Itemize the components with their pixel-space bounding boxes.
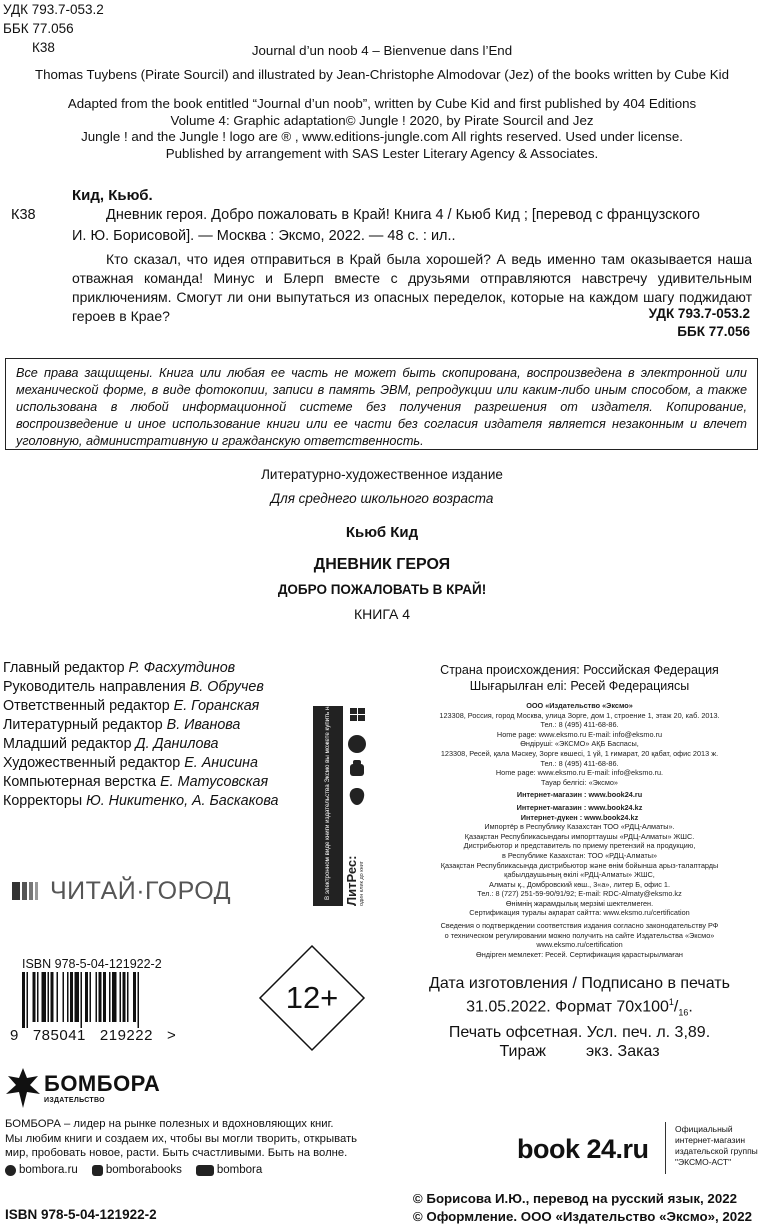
age-rating-badge <box>257 943 367 1053</box>
staff-role: Младший редактор <box>3 736 132 752</box>
staff-name: Ю. Никитенко, А. Баскакова <box>86 793 279 809</box>
messenger-icon <box>196 1165 214 1176</box>
litres-vertical-text: В электронном виде книги издательства Эксмо вы можете купить на www.litres.ru <box>324 666 331 900</box>
staff-row <box>3 773 278 792</box>
bombora-description <box>5 1117 357 1161</box>
barcode-bar <box>51 972 54 1022</box>
publisher-line: Өндіруші: «ЭКСМО» АҚБ Баспасы, <box>520 739 639 749</box>
publisher-line: www.eksmo.ru/certification <box>536 940 623 950</box>
publisher-line: ООО «Издательство «Эксмо» <box>526 701 633 710</box>
publisher-line: Алматы қ., Домбровский көш., 3«а», литер Б, офис 1. <box>488 879 670 889</box>
edition-subtitle: ДОБРО ПОЖАЛОВАТЬ В КРАЙ! <box>277 582 487 597</box>
staff-row <box>3 716 278 735</box>
litres-logo-block <box>344 706 374 906</box>
catalog-codes <box>649 305 750 341</box>
catalog-udk: УДК 793.7-053.2 <box>648 306 750 321</box>
publisher-line: Интернет-магазин : www.book24.ru <box>516 790 643 800</box>
original-line: Adapted from the book entitled “Journal d’un noob”, written by Cube Kid and first published by 404 Editions <box>67 96 697 111</box>
publisher-line: Өнімнің жарамдылық мерзімі шектелмеген. <box>505 898 654 908</box>
publisher-line: Тел.: 8 (495) 411-68-86. <box>540 720 619 730</box>
staff-role: Компьютерная верстка <box>3 774 157 790</box>
rights-notice: Все права защищены. Книга или любая ее часть не может быть скопирована, воспроизведена в электронной или механической форме, в виде фотокопии, записи в память ЭВМ, репродукции или каким-либо иным способом, а также использована в любой информационной системе без получения разрешения от издателя. Копирование, воспроизведение и иное использование книги или ее части без согласия издателя является незаконным и влечет уголовную, административную и гражданскую ответственность. <box>5 358 758 450</box>
publisher-line: қабылдаушының өкілі «РДЦ-Алматы» ЖШС, <box>504 870 655 880</box>
publisher-line: Сведения о подтверждении соответствия издания согласно законодательству РФ <box>440 921 719 931</box>
barcode-digits: 9 785041 219222 > <box>10 1027 177 1044</box>
staff-row <box>3 754 278 773</box>
bombora-sub: ИЗДАТЕЛЬСТВО <box>44 1096 105 1104</box>
edition-age: Для среднего школьного возраста <box>270 491 494 506</box>
book24-info: Официальный интернет-магазин издательской группы "ЭКСМО-АСТ" <box>675 1124 758 1167</box>
catalog-description-2: И. Ю. Борисовой]. — Москва : Эксмо, 2022. — 48 с. : ил.. <box>72 228 456 244</box>
publisher-line: в Республике Казахстан: ТОО «РДЦ-Алматы» <box>501 850 658 860</box>
bombora-desc-line: мир, пробовать новое, расти. Быть счастливыми. Быть на волне. <box>5 1147 348 1159</box>
staff-name: Е. Анисина <box>184 755 258 771</box>
barcode-bar <box>67 972 69 1022</box>
windows-icon-b <box>358 708 365 714</box>
barcode-bar <box>85 972 88 1022</box>
litres-banner <box>313 666 343 906</box>
publisher-line: Тел.: 8 (727) 251-59-90/91/92; E-mail: RDC-Almaty@eksmo.kz <box>477 889 682 899</box>
vk-icon <box>92 1165 103 1176</box>
original-line: Volume 4: Graphic adaptation© Jungle ! 2020, by Pirate Sourcil and Jez <box>170 112 594 128</box>
publisher-line: Home page: www.eksmo.ru E-mail: info@eksmo.ru <box>496 729 663 739</box>
barcode <box>22 972 172 1028</box>
publisher-line: Дистрибьютор и представитель по приему претензий на продукцию, <box>463 841 696 851</box>
barcode-bar <box>123 972 126 1022</box>
litres-logo: ЛитРес: <box>344 855 359 906</box>
original-line: Published by arrangement with SAS Lester Literary Agency & Associates. <box>165 145 599 161</box>
bombora-desc-line: Мы любим книги и создаем их, чтобы вы могли творить, открывать <box>5 1132 358 1145</box>
staff-role: Главный редактор <box>3 660 125 676</box>
barcode-bar <box>103 972 106 1022</box>
chitai-gorod-logo <box>12 877 231 905</box>
staff-role: Руководитель направления <box>3 679 186 695</box>
barcode-bar <box>90 972 92 1022</box>
barcode-bar <box>109 972 111 1022</box>
staff-row <box>3 659 278 678</box>
catalog-code: К38 <box>11 207 36 223</box>
chitai-gorod-text: ЧИТАЙ·ГОРОД <box>50 876 232 905</box>
publisher-line: Қазақстан Республикасында дистрибьютор және өнім бойынша арыз-талаптарды <box>440 860 719 870</box>
edition-title: ДНЕВНИК ГЕРОЯ <box>313 556 451 573</box>
publisher-line: Интернет-магазин : www.book24.kz <box>516 802 643 812</box>
staff-name: В. Иванова <box>166 717 241 733</box>
barcode-bar <box>33 972 36 1022</box>
print-line1: Дата изготовления / Подписано в печать <box>429 975 730 992</box>
bombora-site[interactable]: bombora.ru <box>5 1164 78 1176</box>
platform-icons <box>344 706 374 816</box>
original-title: Journal d’un noob 4 – Bienvenue dans l’End <box>251 43 513 58</box>
publisher-line: 123308, Россия, город Москва, улица Зорге, дом 1, строение 1, этаж 20, каб. 2013. <box>439 710 720 720</box>
bombora-logo <box>6 1068 160 1108</box>
catalog-description-1: Дневник героя. Добро пожаловать в Край! Книга 4 / Кьюб Кид ; [перевод с французского <box>106 207 700 223</box>
barcode-bar <box>37 972 39 1022</box>
edition-author: Кьюб Кид <box>345 524 419 541</box>
staff-name: Д. Данилова <box>135 736 219 752</box>
copyright <box>413 1190 752 1226</box>
book24-divider <box>665 1122 666 1174</box>
country-kz: Шығарылған елі: Ресей Федерациясы <box>469 679 690 693</box>
staff-list <box>3 659 278 811</box>
edition-book: КНИГА 4 <box>354 606 410 622</box>
barcode-bar <box>42 972 47 1022</box>
bombora-telegram[interactable]: bombora <box>196 1164 262 1176</box>
litres-tagline: один клик до книг <box>359 861 365 906</box>
catalog-annotation: Кто сказал, что идея отправиться в Край была хорошей? А ведь именно там оказывается наша отважная команда! Минус и Блерп вместе с друзьями отправляются навстречу удивительным приключениям. Смогут ли они выпутаться из опасных переделок, которые на каждом шагу поджидают героев в Крае? <box>72 251 752 324</box>
barcode-isbn: ISBN 978-5-04-121922-2 <box>22 957 162 971</box>
barcode-bar <box>138 972 140 1028</box>
staff-name: Е. Горанская <box>173 698 260 714</box>
staff-name: В. Обручев <box>189 679 264 695</box>
copyright-line: © Оформление. ООО «Издательство «Эксмо», 2022 <box>412 1209 752 1224</box>
country-ru: Страна происхождения: Российская Федерация <box>440 663 719 677</box>
barcode-bar <box>96 972 98 1022</box>
publisher-line: о техническом регулировании можно получить на сайте Издательства «Эксмо» <box>444 930 715 940</box>
windows-icon-d <box>358 715 365 721</box>
staff-row <box>3 792 278 811</box>
staff-role: Художественный редактор <box>3 755 181 771</box>
publisher-line: Home page: www.eksmo.ru E-mail: info@eksmo.ru. <box>495 768 664 778</box>
country-origin <box>395 662 764 694</box>
barcode-bar <box>99 972 102 1022</box>
barcode-bar <box>133 972 136 1022</box>
print-line3: Печать офсетная. Усл. печ. л. 3,89. <box>448 1023 711 1041</box>
publisher-details <box>395 701 764 959</box>
publisher-line: Импортёр в Республику Казахстан ТОО «РДЦ-Алматы». <box>484 822 675 832</box>
android-icon <box>350 764 364 776</box>
barcode-bar <box>127 972 129 1022</box>
windows-phone-icon <box>348 735 366 753</box>
original-rights <box>0 96 764 162</box>
publisher-line: 123308, Ресей, қала Мәскеу, Зорге көшесі, 1 үй, 1 ғимарат, 20 қабат, офис 2013 ж. <box>440 748 719 758</box>
age-rating: 12+ <box>285 980 339 1015</box>
staff-row <box>3 678 278 697</box>
barcode-bar <box>63 972 65 1022</box>
publisher-line: Тауар белгісі: «Эксмо» <box>541 777 618 787</box>
staff-role: Литературный редактор <box>3 717 163 733</box>
bombora-desc-line: БОМБОРА – лидер на рынке полезных и вдохновляющих книг. <box>5 1118 334 1130</box>
catalog-bbk: ББК 77.056 <box>677 324 750 339</box>
barcode-bar <box>48 972 50 1022</box>
isbn-bottom: ISBN 978-5-04-121922-2 <box>5 1207 157 1222</box>
staff-row <box>3 735 278 754</box>
barcode-bar <box>120 972 122 1022</box>
barcode-bar <box>70 972 73 1022</box>
book24-logo: book 24.ru <box>517 1134 649 1164</box>
publisher-line: Интернет-дүкен : www.book24.kz <box>520 812 639 822</box>
barcode-bar <box>75 972 80 1022</box>
publisher-line: Өндірген мемлекет: Ресей. Сертификация қарастырылмаған <box>476 949 683 959</box>
print-info <box>395 974 764 1061</box>
bombora-vk[interactable]: bomborabooks <box>92 1164 182 1176</box>
staff-role: Ответственный редактор <box>3 698 170 714</box>
publisher-line: Тел.: 8 (495) 411-68-86. <box>540 758 619 768</box>
staff-name: Р. Фасхутдинов <box>128 660 236 676</box>
bombora-icon <box>6 1068 40 1108</box>
windows-icon-c <box>350 715 357 721</box>
header-code: К38 <box>32 40 55 55</box>
bombora-name: БОМБОРА <box>44 1070 161 1096</box>
header-bbk: ББК 77.056 <box>3 21 74 36</box>
barcode-bar <box>22 972 25 1028</box>
original-authors: Thomas Tuybens (Pirate Sourcil) and illustrated by Jean-Christophe Almodovar (Jez) of the books written by Cube Kid <box>35 67 729 82</box>
header-udk: УДК 793.7-053.2 <box>3 2 104 17</box>
barcode-bar <box>81 972 83 1028</box>
print-line2: 31.05.2022. Формат $70х100^1/_{16}$. <box>466 997 693 1018</box>
staff-row <box>3 697 278 716</box>
barcode-bar <box>112 972 117 1022</box>
windows-icon-a <box>350 708 357 714</box>
staff-role: Корректоры <box>3 793 83 809</box>
globe-icon <box>5 1165 16 1176</box>
staff-name: Е. Матусовская <box>160 774 269 790</box>
chitai-gorod-icon <box>12 880 48 902</box>
publisher-line: Сертификация туралы ақпарат сайтта: www.eksmo.ru/certification <box>469 908 690 918</box>
catalog-author: Кид, Кьюб. <box>72 187 153 204</box>
apple-icon <box>350 788 364 805</box>
publisher-line: Қазақстан Республикасындағы импорттаушы «РДЦ-Алматы» ЖШС. <box>464 831 695 841</box>
bombora-social <box>5 1164 262 1176</box>
original-line: Jungle ! and the Jungle ! logo are ® , www.editions-jungle.com All rights reserved. Used under license. <box>81 129 683 144</box>
print-line4: Тираж экз. Заказ <box>499 1042 660 1060</box>
edition-type: Литературно-художественное издание <box>261 467 503 482</box>
barcode-bar <box>57 972 59 1022</box>
barcode-bar <box>27 972 29 1028</box>
copyright-line: © Борисова И.Ю., перевод на русский язык, 2022 <box>412 1191 738 1206</box>
